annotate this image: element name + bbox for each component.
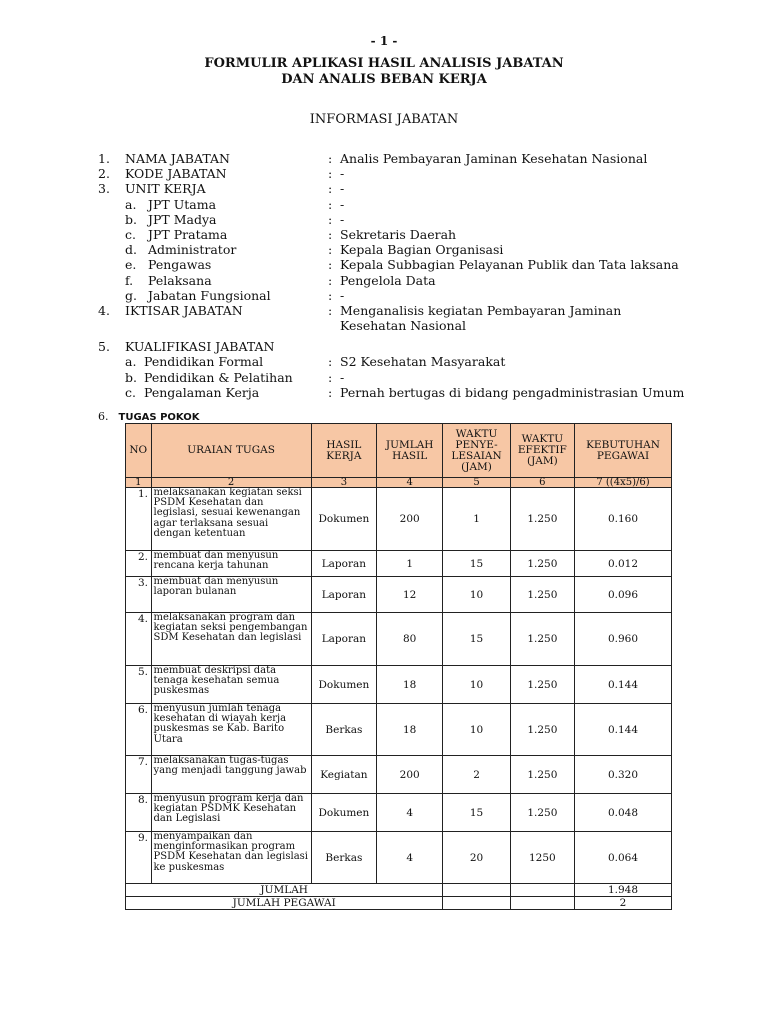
table-row [126, 577, 672, 613]
cell-hasil-kerja: Berkas [311, 832, 376, 884]
info-label: Administrator [148, 242, 237, 258]
cell-no: 2. [126, 551, 152, 577]
colon: : [328, 257, 333, 273]
info-value: Sekretaris Daerah [340, 226, 457, 242]
empty-cell [510, 897, 574, 910]
colon: : [328, 354, 333, 370]
cell-waktu-penyelesaian: 15 [443, 794, 510, 832]
info-label: JPT Madya [148, 211, 217, 227]
column-number: 5 [443, 478, 510, 488]
header-no: NO [126, 424, 152, 478]
cell-waktu-efektif: 1.250 [510, 577, 574, 613]
info-label: JPT Utama [148, 196, 217, 212]
cell-jumlah-hasil: 1 [377, 551, 443, 577]
cell-jumlah-hasil: 12 [377, 577, 443, 613]
info-value: Menganalisis kegiatan Pembayaran Jaminan Kesehatan Nasional [340, 302, 622, 334]
cell-waktu-efektif: 1.250 [510, 551, 574, 577]
table-row [126, 704, 672, 756]
info-label: Pelaksana [148, 272, 212, 288]
cell-no: 4. [126, 613, 152, 666]
colon: : [328, 242, 333, 258]
info-value: Kepala Bagian Organisasi [340, 242, 504, 258]
info-number: 2. [98, 166, 110, 182]
info-number: 5. [98, 339, 110, 355]
cell-waktu-penyelesaian: 20 [443, 832, 510, 884]
table-row [126, 794, 672, 832]
info-row-jpt-utama [98, 197, 698, 212]
empty-cell [510, 884, 574, 897]
colon: : [328, 166, 333, 182]
cell-waktu-penyelesaian: 1 [443, 488, 510, 551]
cell-waktu-penyelesaian: 10 [443, 666, 510, 704]
cell-no: 5. [126, 666, 152, 704]
page-number: - 1 - [370, 34, 398, 48]
form-title-line2: DAN ANALIS BEBAN KERJA [281, 72, 487, 87]
colon: : [328, 151, 333, 166]
info-label: UNIT KERJA [125, 181, 206, 197]
cell-uraian: membuat dan menyusun laporan bulanan [151, 577, 311, 613]
cell-no: 3. [126, 577, 152, 613]
info-label: Pendidikan Formal [144, 354, 264, 370]
cell-waktu-efektif: 1.250 [510, 666, 574, 704]
info-row-unit-kerja [98, 181, 698, 196]
jumlah-label: JUMLAH [126, 884, 443, 897]
info-row-jabatan-fungsional [98, 288, 698, 303]
cell-hasil-kerja: Berkas [311, 704, 376, 756]
jumlah-row [126, 884, 672, 897]
header-hasil-kerja: HASIL KERJA [311, 424, 376, 478]
cell-hasil-kerja: Dokumen [311, 666, 376, 704]
info-sub-letter: a. [125, 354, 137, 370]
cell-jumlah-hasil: 18 [377, 666, 443, 704]
table-row [126, 488, 672, 551]
cell-no: 9. [126, 832, 152, 884]
tugas-pokok-table [125, 423, 672, 910]
cell-kebutuhan-pegawai: 0.064 [574, 832, 671, 884]
info-label: KODE JABATAN [125, 166, 227, 182]
cell-uraian: melaksanakan kegiatan seksi PSDM Kesehatan dan legislasi, sesuai kewenangan agar terlaksana sesuai dengan ketentuan [151, 488, 311, 551]
jumlah-pegawai-row [126, 897, 672, 910]
info-row-pendidikan-pelatihan [98, 370, 698, 385]
info-row-pelaksana [98, 273, 698, 288]
info-value: - [340, 211, 345, 227]
jumlah-pegawai-value: 2 [574, 897, 671, 910]
info-sub-letter: c. [125, 384, 136, 400]
cell-jumlah-hasil: 18 [377, 704, 443, 756]
cell-kebutuhan-pegawai: 0.012 [574, 551, 671, 577]
colon: : [328, 211, 333, 227]
colon: : [328, 302, 333, 318]
cell-waktu-penyelesaian: 15 [443, 613, 510, 666]
cell-jumlah-hasil: 4 [377, 832, 443, 884]
info-label: Jabatan Fungsional [148, 287, 271, 303]
colon: : [328, 384, 333, 400]
header-kebutuhan-pegawai: KEBUTUHAN PEGAWAI [574, 424, 671, 478]
table-row [126, 613, 672, 666]
cell-no: 7. [126, 756, 152, 794]
cell-waktu-efektif: 1.250 [510, 613, 574, 666]
empty-cell [443, 884, 510, 897]
info-row-administrator [98, 242, 698, 257]
column-number: 3 [311, 478, 376, 488]
cell-jumlah-hasil: 200 [377, 756, 443, 794]
colon: : [328, 226, 333, 242]
info-label: JPT Pratama [148, 226, 228, 242]
info-sub-letter: b. [125, 369, 137, 385]
colon: : [328, 181, 333, 197]
info-row-kode-jabatan [98, 166, 698, 181]
info-row-pendidikan-formal [98, 354, 698, 369]
cell-kebutuhan-pegawai: 0.144 [574, 666, 671, 704]
column-number: 4 [377, 478, 443, 488]
info-row-kualifikasi-jabatan [98, 339, 698, 354]
cell-hasil-kerja: Laporan [311, 551, 376, 577]
form-title-line1: FORMULIR APLIKASI HASIL ANALISIS JABATAN [204, 56, 564, 71]
info-sub-letter: e. [125, 257, 137, 273]
column-number: 1 [126, 478, 152, 488]
info-label: Pengawas [148, 257, 212, 273]
cell-waktu-penyelesaian: 10 [443, 577, 510, 613]
header-waktu-efektif: WAKTU EFEKTIF (JAM) [510, 424, 574, 478]
column-number: 7 ((4x5)/6) [574, 478, 671, 488]
table-row [126, 666, 672, 704]
cell-waktu-penyelesaian: 15 [443, 551, 510, 577]
info-label: Pendidikan & Pelatihan [144, 369, 293, 385]
cell-kebutuhan-pegawai: 0.960 [574, 613, 671, 666]
colon: : [328, 369, 333, 385]
table-row [126, 832, 672, 884]
column-number: 6 [510, 478, 574, 488]
info-sub-letter: g. [125, 287, 137, 303]
info-value: Pengelola Data [340, 272, 436, 288]
tugas-pokok-label: TUGAS POKOK [118, 412, 200, 423]
cell-hasil-kerja: Dokumen [311, 488, 376, 551]
cell-uraian: melaksanakan program dan kegiatan seksi pengembangan SDM Kesehatan dan legislasi [151, 613, 311, 666]
tugas-pokok-number: 6. [98, 410, 109, 423]
info-value: S2 Kesehatan Masyarakat [340, 354, 506, 370]
info-number: 1. [98, 151, 110, 166]
info-row-pengawas [98, 257, 698, 272]
cell-kebutuhan-pegawai: 0.144 [574, 704, 671, 756]
cell-waktu-efektif: 1.250 [510, 794, 574, 832]
cell-no: 1. [126, 488, 152, 551]
tugas-pokok-heading [98, 410, 199, 423]
colon: : [328, 272, 333, 288]
cell-uraian: melaksanakan tugas-tugas yang menjadi tanggung jawab [151, 756, 311, 794]
cell-waktu-efektif: 1.250 [510, 704, 574, 756]
cell-uraian: menyampaikan dan menginformasikan program PSDM Kesehatan dan legislasi ke puskesmas [151, 832, 311, 884]
section-title-informasi-jabatan: INFORMASI JABATAN [309, 112, 459, 127]
header-waktu-penyelesaian: WAKTU PENYE-LESAIAN (JAM) [443, 424, 510, 478]
cell-hasil-kerja: Kegiatan [311, 756, 376, 794]
info-label: NAMA JABATAN [125, 151, 230, 166]
table-header-row [126, 424, 672, 478]
column-number: 2 [151, 478, 311, 488]
job-info-list [98, 151, 698, 400]
jumlah-value: 1.948 [574, 884, 671, 897]
cell-hasil-kerja: Dokumen [311, 794, 376, 832]
cell-uraian: menyusun jumlah tenaga kesehatan di wiayah kerja puskesmas se Kab. Barito Utara [151, 704, 311, 756]
header-uraian-tugas: URAIAN TUGAS [151, 424, 311, 478]
info-value: Analis Pembayaran Jaminan Kesehatan Nasional [340, 151, 648, 166]
cell-waktu-penyelesaian: 10 [443, 704, 510, 756]
cell-waktu-efektif: 1.250 [510, 756, 574, 794]
cell-kebutuhan-pegawai: 0.320 [574, 756, 671, 794]
info-label: Pengalaman Kerja [144, 384, 260, 400]
cell-waktu-efektif: 1250 [510, 832, 574, 884]
info-sub-letter: d. [125, 242, 137, 258]
info-value: - [340, 181, 345, 197]
cell-hasil-kerja: Laporan [311, 577, 376, 613]
info-row-pengalaman-kerja [98, 385, 698, 400]
cell-waktu-penyelesaian: 2 [443, 756, 510, 794]
jumlah-pegawai-label: JUMLAH PEGAWAI [126, 897, 443, 910]
cell-kebutuhan-pegawai: 0.048 [574, 794, 671, 832]
cell-jumlah-hasil: 200 [377, 488, 443, 551]
cell-jumlah-hasil: 4 [377, 794, 443, 832]
cell-hasil-kerja: Laporan [311, 613, 376, 666]
colon: : [328, 287, 333, 303]
cell-kebutuhan-pegawai: 0.160 [574, 488, 671, 551]
cell-no: 6. [126, 704, 152, 756]
info-sub-letter: f. [125, 272, 134, 288]
header-jumlah-hasil: JUMLAH HASIL [377, 424, 443, 478]
cell-uraian: menyusun program kerja dan kegiatan PSDMK Kesehatan dan Legislasi [151, 794, 311, 832]
info-row-nama-jabatan [98, 151, 698, 166]
info-number: 3. [98, 181, 110, 197]
info-sub-letter: c. [125, 226, 136, 242]
table-row [126, 551, 672, 577]
colon: : [328, 196, 333, 212]
cell-kebutuhan-pegawai: 0.096 [574, 577, 671, 613]
cell-uraian: membuat deskripsi data tenaga kesehatan semua puskesmas [151, 666, 311, 704]
cell-jumlah-hasil: 80 [377, 613, 443, 666]
info-value: - [340, 369, 345, 385]
info-value: Pernah bertugas di bidang pengadministrasian Umum [340, 384, 685, 400]
info-number: 4. [98, 302, 110, 318]
info-label: KUALIFIKASI JABATAN [125, 339, 275, 355]
info-value: - [340, 166, 345, 182]
empty-cell [443, 897, 510, 910]
info-sub-letter: b. [125, 211, 137, 227]
cell-no: 8. [126, 794, 152, 832]
info-value: Kepala Subbagian Pelayanan Publik dan Tata laksana [340, 257, 679, 273]
cell-uraian: membuat dan menyusun rencana kerja tahunan [151, 551, 311, 577]
info-value: - [340, 196, 345, 212]
info-row-iktisar-jabatan [98, 303, 698, 333]
info-row-jpt-madya [98, 212, 698, 227]
info-row-jpt-pratama [98, 227, 698, 242]
table-row [126, 756, 672, 794]
info-value: - [340, 287, 345, 303]
cell-waktu-efektif: 1.250 [510, 488, 574, 551]
column-number-row [126, 478, 672, 488]
info-label: IKTISAR JABATAN [125, 302, 243, 318]
info-sub-letter: a. [125, 196, 137, 212]
